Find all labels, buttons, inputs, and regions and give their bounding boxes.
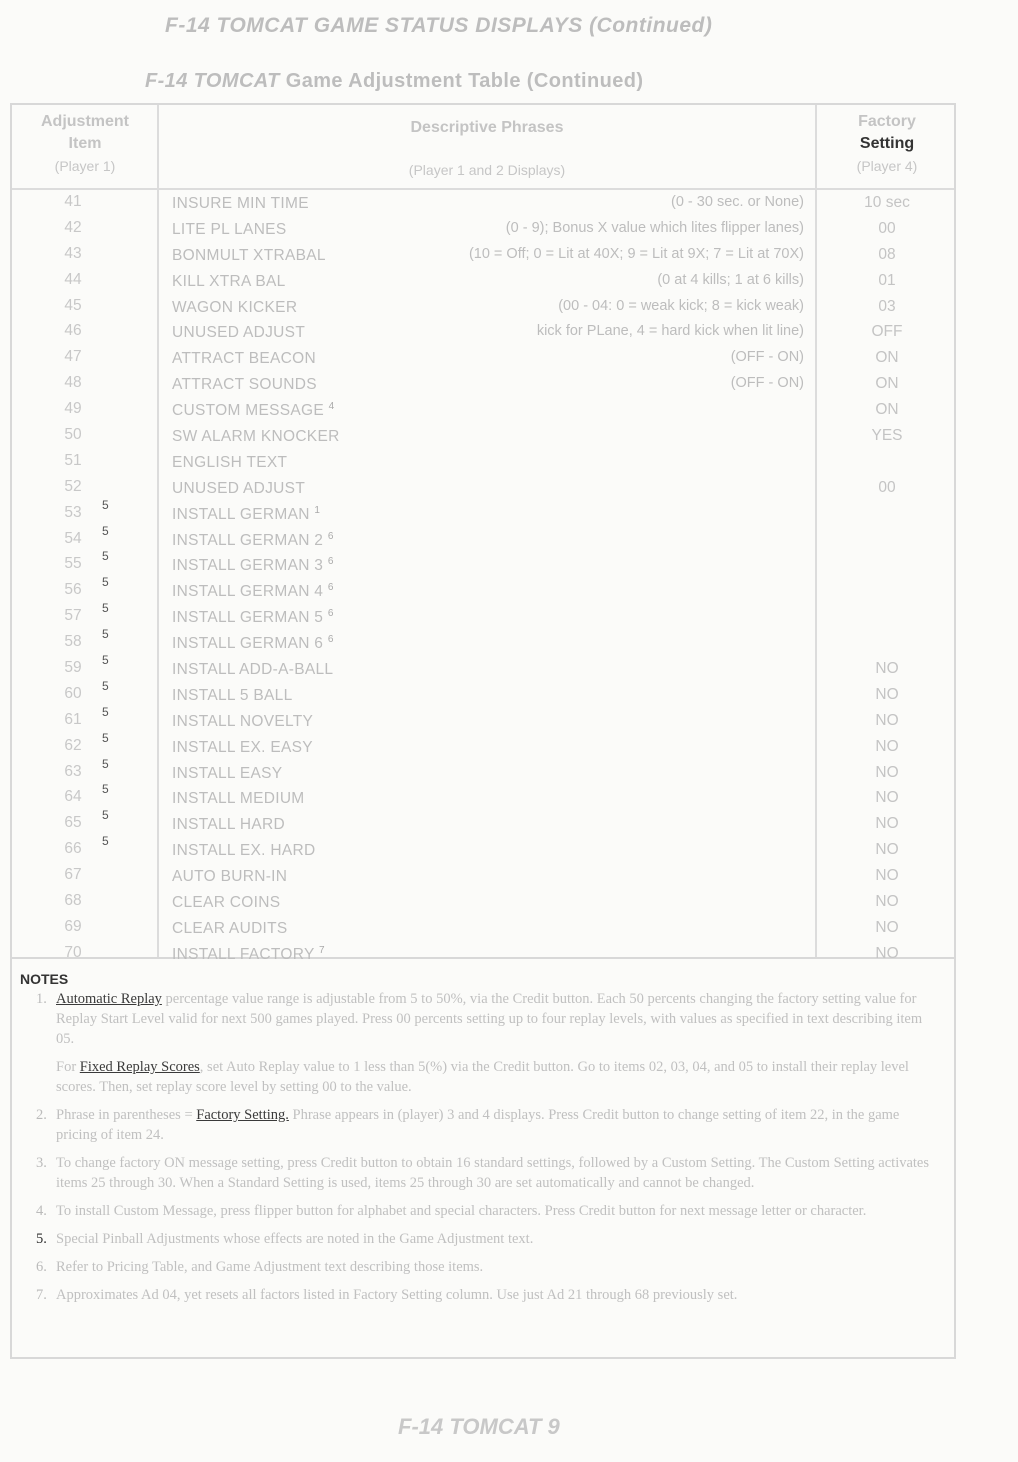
- table-row: [12, 193, 954, 219]
- table-row: [12, 756, 954, 789]
- table-row: [12, 374, 954, 400]
- adjustment-label: CLEAR COINS: [172, 894, 281, 912]
- factory-setting: NO: [875, 918, 899, 936]
- table-row: [12, 297, 954, 323]
- header-line: Factory: [858, 113, 916, 130]
- adjustment-number: 60: [64, 684, 82, 702]
- notes-title: NOTES: [20, 971, 69, 987]
- adjustment-number: 55: [64, 555, 82, 573]
- table-row: [12, 601, 954, 633]
- adjustment-number: 44: [64, 270, 82, 288]
- factory-setting: NO: [875, 815, 899, 833]
- factory-setting: YES: [871, 427, 903, 445]
- table-row: [12, 782, 954, 814]
- adjustment-footnote: 5: [102, 808, 109, 823]
- table-row: [12, 834, 954, 866]
- adjustment-phrase: [172, 867, 287, 886]
- table-row: [12, 322, 954, 348]
- adjustment-number: 47: [64, 348, 82, 366]
- adjustment-label: INSTALL GERMAN 4: [172, 583, 324, 601]
- adjustment-phrase: [172, 246, 326, 265]
- adjustment-number: 53: [64, 503, 82, 521]
- factory-setting: NO: [875, 711, 899, 729]
- factory-setting: NO: [875, 685, 899, 703]
- adjustment-label: INSTALL 5 BALL: [172, 687, 293, 705]
- adjustment-number: 67: [64, 866, 82, 884]
- note-text: Phrase in parentheses =: [56, 1107, 197, 1123]
- table-row: [12, 678, 954, 711]
- header-line: (Player 1): [54, 158, 116, 174]
- note-item: [20, 1105, 940, 1145]
- adjustment-number: 70: [64, 943, 82, 961]
- adjustment-phrase: [172, 712, 313, 731]
- adjustment-phrase: [172, 582, 334, 601]
- table-row: [12, 866, 954, 892]
- adjustment-label: SW ALARM KNOCKER: [172, 428, 340, 446]
- adjustment-number: 61: [64, 710, 82, 728]
- adjustment-label: INSTALL EX. EASY: [172, 738, 313, 756]
- adjustment-label: INSTALL FACTORY: [172, 945, 315, 963]
- factory-setting: NO: [875, 893, 899, 911]
- adjustment-footnote: 5: [102, 549, 109, 564]
- adjustment-phrase: [172, 841, 315, 860]
- adjustment-phrase: [172, 893, 280, 912]
- table-row: [12, 497, 954, 530]
- note-number: 6.: [36, 1259, 47, 1275]
- note-paragraph: [56, 1057, 940, 1097]
- adjustment-phrase: [172, 453, 287, 472]
- adjustment-footnote: 5: [102, 782, 109, 797]
- table-row: [12, 575, 954, 607]
- adjustment-footnote: 5: [102, 627, 109, 642]
- adjustment-number: 49: [64, 400, 82, 418]
- adjustment-number: 43: [64, 244, 82, 262]
- adjustment-phrase: [172, 608, 334, 627]
- table-row: [12, 892, 954, 918]
- factory-setting: ON: [875, 401, 899, 419]
- table-row: [12, 400, 954, 426]
- adjustment-number: 63: [64, 762, 82, 780]
- table-row: [12, 426, 954, 452]
- adjustment-number: 52: [64, 477, 82, 495]
- adjustment-phrase: [172, 479, 305, 498]
- factory-setting: NO: [875, 660, 899, 678]
- adjustment-phrase: [172, 349, 316, 368]
- adjustment-phrase: [172, 764, 282, 783]
- adjustment-phrase: [172, 556, 334, 575]
- column-header-factory: [820, 111, 954, 177]
- adjustment-values: (0 - 9); Bonus X value which lites flipper lanes): [505, 219, 804, 236]
- adjustment-phrase: [172, 375, 317, 394]
- adjustment-label: INSURE MIN TIME: [172, 195, 309, 213]
- adjustment-footnote: 5: [102, 704, 109, 719]
- adjustment-label: INSTALL GERMAN 3: [172, 557, 324, 575]
- factory-setting: NO: [875, 737, 899, 755]
- adjustment-label: UNUSED ADJUST: [172, 479, 306, 497]
- adjustment-phrase: [172, 660, 333, 679]
- note-text: percentage value range is adjustable from 5 to 50%, via the Credit button. Each 50 percents changing the factory setting value for Replay Start Level valid for next 500 games played. Press 00 percents setting up to four replay levels, with values as specified in text describing item 05.: [56, 991, 923, 1047]
- note-number: 5.: [36, 1231, 47, 1247]
- note-link: Automatic Replay: [56, 991, 162, 1007]
- header-line: Setting: [859, 135, 915, 152]
- adjustment-label: INSTALL HARD: [172, 816, 285, 834]
- table-row: [12, 808, 954, 840]
- adjustment-number: 62: [64, 736, 82, 754]
- adjustment-values: kick for PLane, 4 = hard kick when lit line): [536, 323, 804, 340]
- adjustment-label: CLEAR AUDITS: [172, 920, 288, 938]
- header-line: (Player 4): [856, 158, 918, 174]
- adjustment-values: (OFF - ON): [730, 349, 804, 366]
- adjustment-label: INSTALL EASY: [172, 764, 283, 782]
- adjustment-label: LITE PL LANES: [172, 221, 287, 239]
- adjustment-phrase: [172, 531, 334, 550]
- adjustment-number: 65: [64, 814, 82, 832]
- table-row: [12, 704, 954, 737]
- label-footnote: 7: [318, 944, 325, 956]
- adjustment-phrase: [172, 272, 286, 291]
- page-footer: F-14 TOMCAT 9: [398, 1414, 560, 1439]
- table-title-game: F-14 TOMCAT: [145, 70, 280, 92]
- note-text: For: [56, 1059, 80, 1075]
- adjustment-footnote: 5: [102, 678, 109, 693]
- adjustment-phrase: [172, 789, 305, 808]
- adjustment-values: (00 - 04: 0 = weak kick; 8 = kick weak): [558, 297, 804, 314]
- adjustment-label: UNUSED ADJUST: [172, 324, 306, 342]
- adjustment-values: (OFF - ON): [730, 375, 804, 392]
- adjustment-phrase: [172, 686, 293, 705]
- adjustment-number: 69: [64, 917, 82, 935]
- label-footnote: 4: [328, 401, 335, 413]
- adjustment-label: ENGLISH TEXT: [172, 454, 288, 472]
- column-header-description: [162, 117, 812, 181]
- adjustment-phrase: [172, 815, 285, 834]
- note-item: [20, 1201, 940, 1221]
- note-text: Special Pinball Adjustments whose effects are noted in the Game Adjustment text.: [56, 1231, 534, 1247]
- factory-setting: 10 sec: [864, 194, 910, 211]
- note-link: Factory Setting.: [196, 1107, 289, 1123]
- adjustment-label: KILL XTRA BAL: [172, 272, 286, 290]
- factory-setting: ON: [875, 349, 899, 367]
- adjustment-footnote: 5: [102, 730, 109, 745]
- factory-setting: 08: [878, 245, 896, 263]
- adjustment-phrase: [172, 220, 286, 239]
- adjustment-label: WAGON KICKER: [172, 298, 298, 316]
- adjustment-number: 56: [64, 581, 82, 599]
- adjustment-values: (10 = Off; 0 = Lit at 40X; 9 = Lit at 9X; 7 = Lit at 70X): [468, 245, 804, 262]
- adjustment-number: 48: [64, 374, 82, 392]
- table-row: [12, 271, 954, 297]
- adjustment-number: 45: [64, 296, 82, 314]
- adjustment-footnote: 5: [102, 575, 109, 590]
- note-item: [20, 1285, 940, 1305]
- adjustment-phrase: [172, 738, 313, 757]
- adjustment-number: 46: [64, 322, 82, 340]
- note-item: [20, 989, 940, 1097]
- adjustment-label: BONMULT XTRABAL: [172, 246, 326, 264]
- adjustment-number: 68: [64, 892, 82, 910]
- table-row: [12, 730, 954, 763]
- factory-setting: NO: [875, 944, 899, 962]
- header-rule: [12, 188, 954, 190]
- adjustment-number: 66: [64, 840, 82, 858]
- adjustment-number: 54: [64, 529, 82, 547]
- adjustment-footnote: 5: [102, 497, 109, 512]
- note-text: Approximates Ad 04, yet resets all factors listed in Factory Setting column. Use just Ad 21 through 68 previously set.: [56, 1287, 738, 1303]
- table-row: [12, 452, 954, 478]
- adjustment-footnote: 5: [102, 523, 109, 538]
- adjustment-number: 58: [64, 633, 82, 651]
- adjustment-number: 64: [64, 788, 82, 806]
- label-footnote: 6: [327, 608, 334, 620]
- factory-setting: 03: [878, 297, 896, 315]
- adjustment-footnote: 5: [102, 653, 109, 668]
- table-row: [12, 918, 954, 944]
- adjustment-number: 57: [64, 607, 82, 625]
- note-number: 4.: [36, 1203, 47, 1219]
- note-link: Fixed Replay Scores: [79, 1059, 200, 1075]
- adjustment-table: [10, 103, 956, 963]
- table-row: [12, 549, 954, 581]
- adjustment-footnote: 5: [102, 756, 109, 771]
- note-number: 3.: [36, 1155, 47, 1171]
- label-footnote: 1: [314, 504, 321, 516]
- table-row: [12, 653, 954, 685]
- adjustment-number: 51: [64, 451, 82, 469]
- adjustment-label: INSTALL GERMAN: [172, 505, 310, 523]
- note-number: 1.: [36, 991, 47, 1007]
- adjustment-footnote: 5: [102, 601, 109, 616]
- label-footnote: 6: [327, 582, 334, 594]
- label-footnote: 6: [327, 634, 334, 646]
- factory-setting: OFF: [871, 323, 903, 341]
- label-footnote: 6: [327, 556, 334, 568]
- header-line: (Player 1 and 2 Displays): [408, 162, 566, 178]
- factory-setting: NO: [875, 789, 899, 807]
- table-row: [12, 627, 954, 659]
- adjustment-phrase: [172, 323, 305, 342]
- header-line: Item: [68, 135, 102, 152]
- factory-setting: 01: [878, 271, 896, 289]
- adjustment-values: (0 at 4 kills; 1 at 6 kills): [657, 271, 804, 288]
- adjustment-phrase: [172, 919, 288, 938]
- adjustment-label: INSTALL ADD-A-BALL: [172, 661, 334, 679]
- adjustment-number: 50: [64, 426, 82, 444]
- column-header-adjustment: [16, 111, 154, 177]
- table-row: [12, 523, 954, 556]
- factory-setting: NO: [875, 841, 899, 859]
- note-text: , set Auto Replay value to 1 less than 5(%) via the Credit button. Go to items 02, 03, 04, and 05 to install their replay level scores. Then, set replay score level by setting 00 to the value.: [56, 1059, 909, 1095]
- adjustment-label: INSTALL EX. HARD: [172, 842, 316, 860]
- factory-setting: NO: [875, 763, 899, 781]
- adjustment-label: ATTRACT SOUNDS: [172, 376, 317, 394]
- factory-setting: 00: [878, 478, 896, 496]
- table-row: [12, 348, 954, 374]
- table-body: [12, 193, 954, 970]
- label-footnote: 6: [327, 530, 334, 542]
- table-row: [12, 219, 954, 245]
- notes-section: [10, 959, 956, 1359]
- note-number: 2.: [36, 1107, 47, 1123]
- adjustment-phrase: [172, 505, 320, 524]
- adjustment-footnote: 5: [102, 834, 109, 849]
- adjustment-label: AUTO BURN-IN: [172, 868, 288, 886]
- note-text: To change factory ON message setting, press Credit button to obtain 16 standard settings, followed by a Custom Setting. The Custom Setting activates items 25 through 30. When a Standard Setting is used, items 25 through 30 are set automatically and cannot be changed.: [56, 1155, 930, 1191]
- table-title: [145, 70, 805, 93]
- adjustment-label: INSTALL MEDIUM: [172, 790, 305, 808]
- note-item: [20, 1229, 940, 1249]
- page-header: F-14 TOMCAT GAME STATUS DISPLAYS (Continued): [165, 14, 713, 37]
- factory-setting: 00: [878, 219, 896, 237]
- adjustment-label: INSTALL GERMAN 5: [172, 609, 324, 627]
- adjustment-number: 59: [64, 659, 82, 677]
- adjustment-phrase: [172, 401, 335, 420]
- adjustment-label: ATTRACT BEACON: [172, 350, 317, 368]
- adjustment-values: (0 - 30 sec. or None): [671, 194, 804, 210]
- header-line: Adjustment: [41, 113, 129, 130]
- table-title-rest: Game Adjustment Table (Continued): [279, 70, 644, 92]
- adjustment-number: 42: [64, 218, 82, 236]
- header-line: Descriptive Phrases: [410, 119, 564, 136]
- table-row: [12, 245, 954, 271]
- adjustment-label: INSTALL NOVELTY: [172, 712, 314, 730]
- note-item: [20, 1257, 940, 1277]
- factory-setting: ON: [875, 375, 899, 393]
- note-text: To install Custom Message, press flipper button for alphabet and special characters. Press Credit button for next message letter or character.: [56, 1203, 867, 1219]
- adjustment-phrase: [172, 298, 297, 317]
- note-number: 7.: [36, 1287, 47, 1303]
- adjustment-phrase: [172, 427, 340, 446]
- note-text: Phrase appears in (player) 3 and 4 displays. Press Credit button to change setting of item 22, in the game pricing of item 24.: [56, 1107, 900, 1143]
- adjustment-phrase: [172, 194, 309, 213]
- table-row: [12, 478, 954, 504]
- note-text: Refer to Pricing Table, and Game Adjustment text describing those items.: [56, 1259, 484, 1275]
- adjustment-phrase: [172, 634, 334, 653]
- factory-setting: NO: [875, 867, 899, 885]
- adjustment-label: CUSTOM MESSAGE: [172, 402, 325, 420]
- adjustment-label: INSTALL GERMAN 2: [172, 531, 324, 549]
- adjustment-number: 41: [64, 193, 82, 210]
- adjustment-label: INSTALL GERMAN 6: [172, 635, 324, 653]
- note-item: [20, 1153, 940, 1193]
